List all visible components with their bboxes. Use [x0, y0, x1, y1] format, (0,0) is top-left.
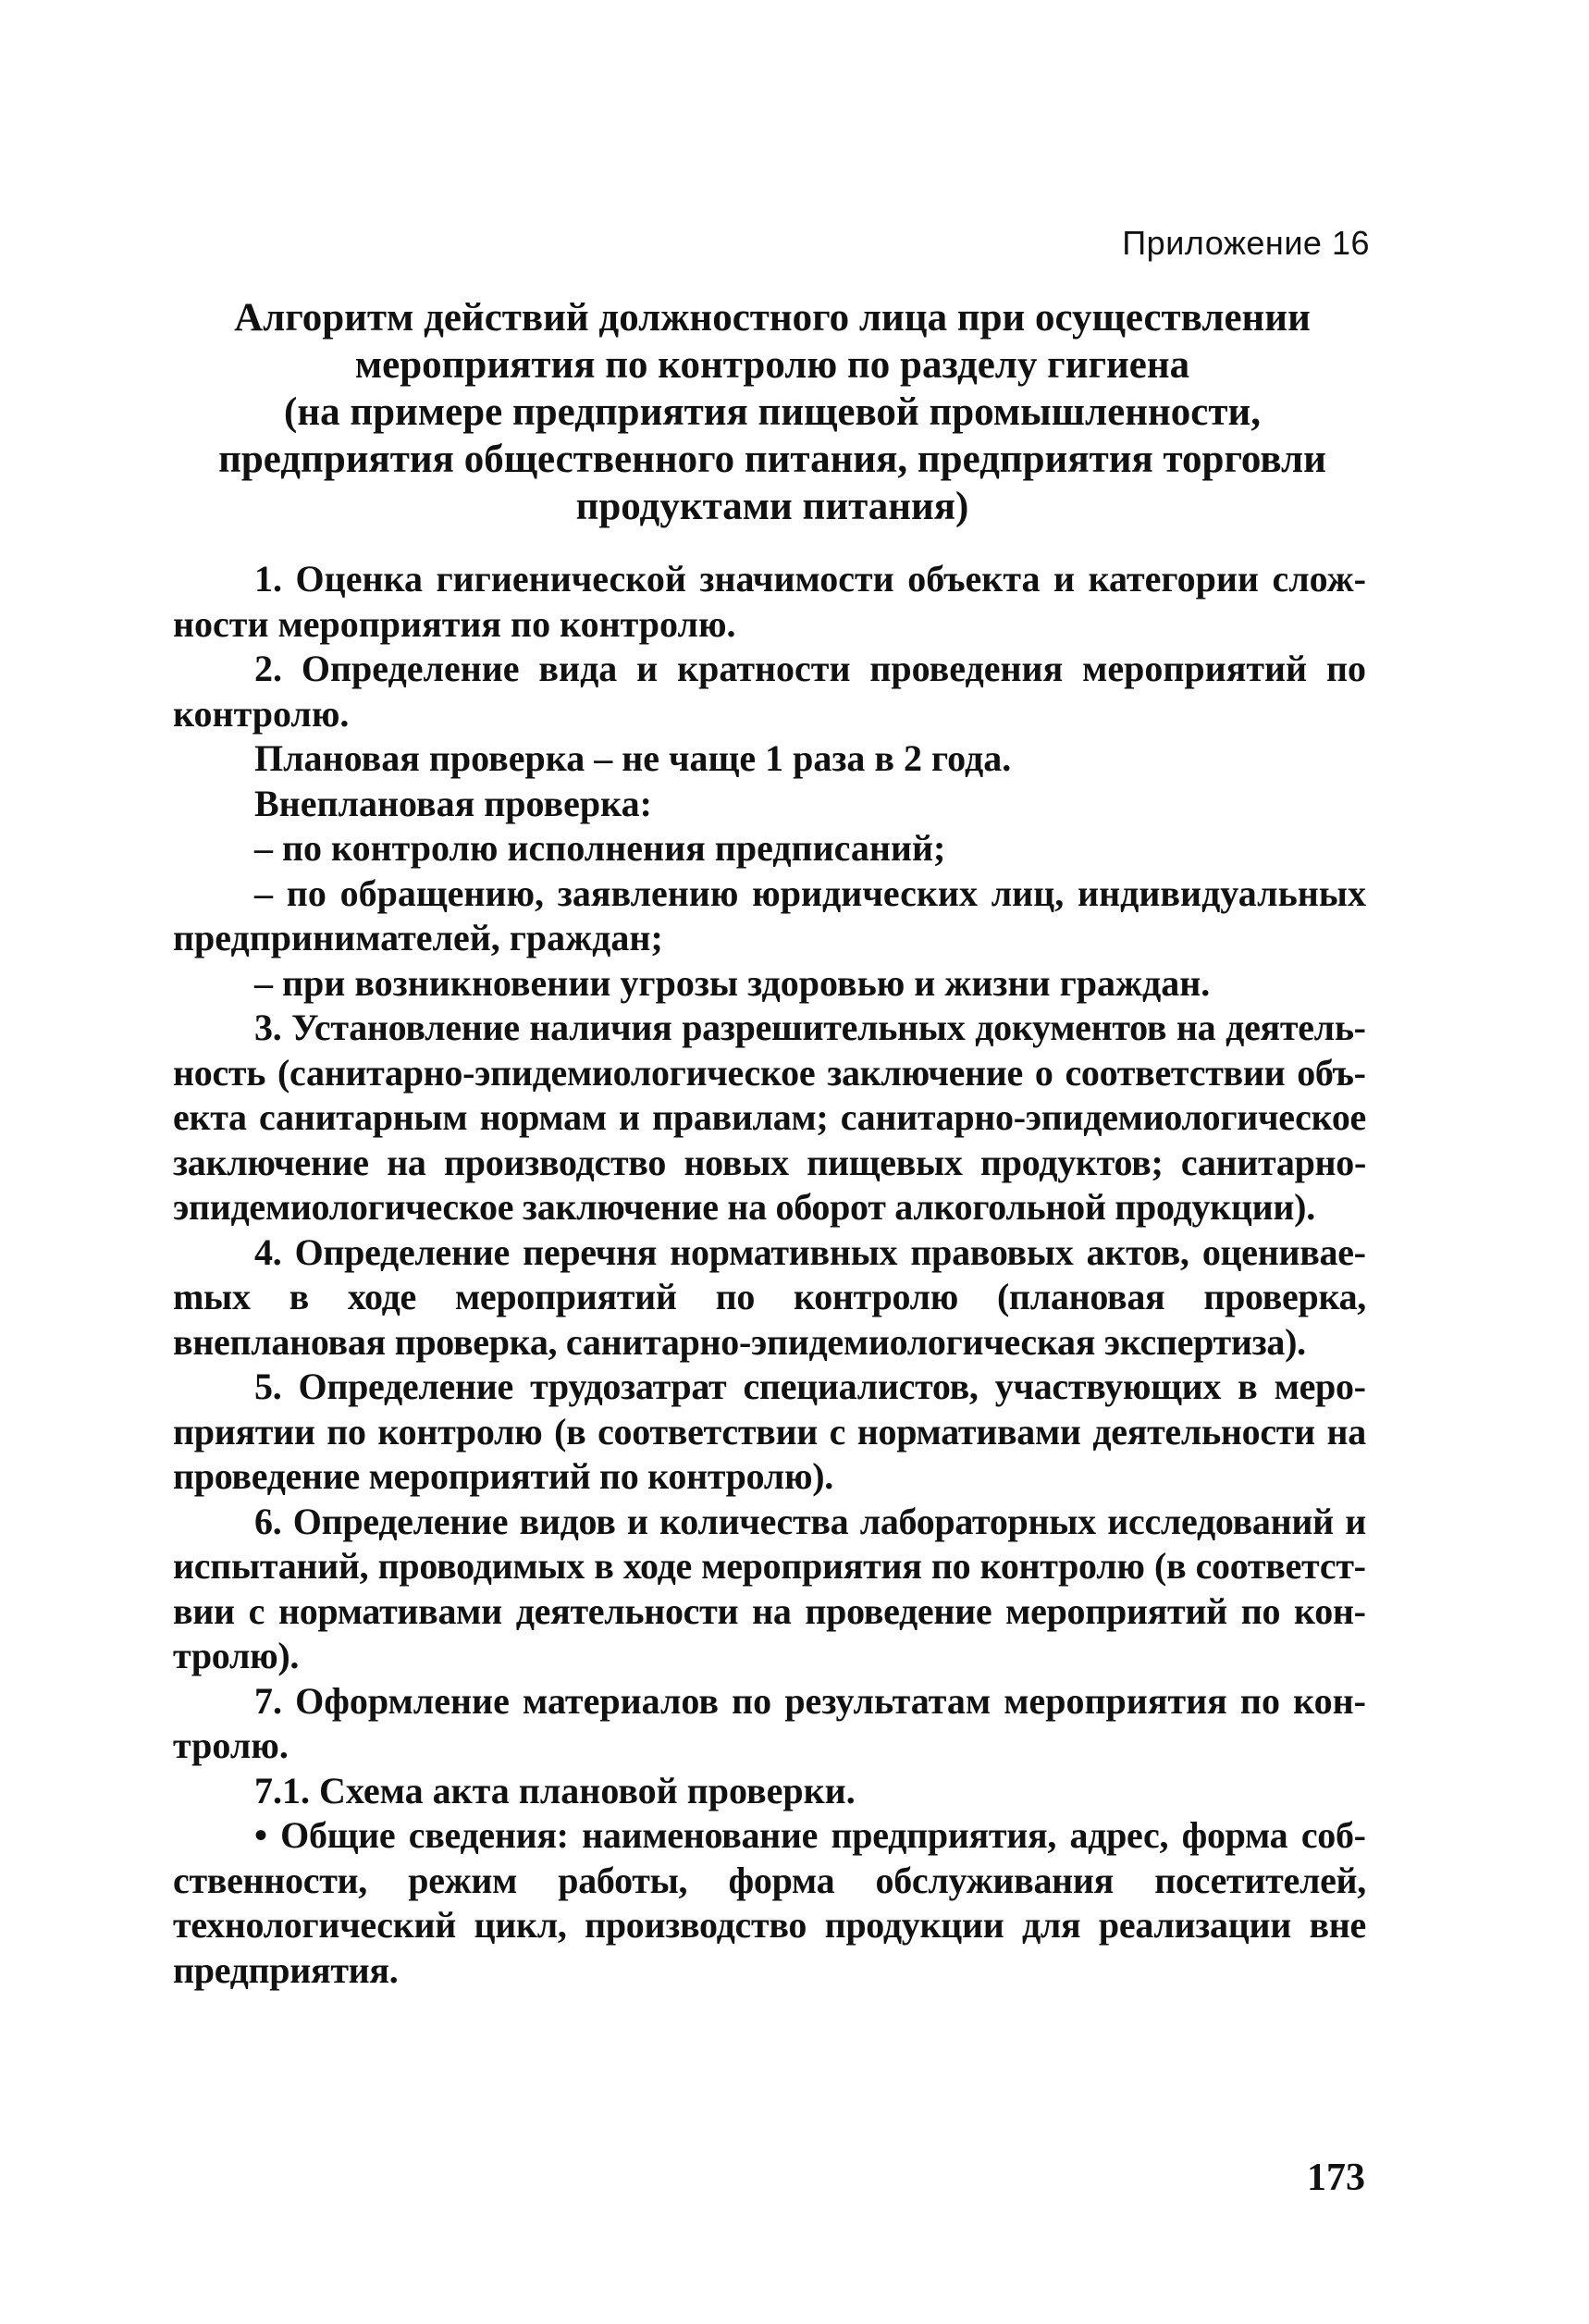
paragraph-item-3: 3. Установление наличия разрешительных документов на деятельность (санитарно-эпидемиологическое заключение о соответствии объекта санитарным нормам и правилам; санитарно-эпидемиологическое заключение на производство новых пищевых продуктов; санитарно-эпидемиологическое заключение на оборот алкогольной продукции).: [173, 1007, 1366, 1228]
title-line: предприятия общественного питания, предприятия торговли: [218, 438, 1326, 481]
paragraph-item-7: 7. Оформление материалов по результатам мероприятия по контролю.: [173, 1679, 1366, 1766]
title-line: (на примере предприятия пищевой промышленности,: [284, 390, 1261, 434]
appendix-label: Приложение 16: [1122, 224, 1370, 262]
paragraph-planned-inspection: Плановая проверка – не чаще 1 раза в 2 года.: [254, 737, 1012, 779]
paragraph-unplanned-inspection: Внеплановая проверка:: [254, 782, 652, 824]
document-title: [176, 294, 1369, 530]
paragraph-item-1: 1. Оценка гигиенической значимости объекта и категории сложности мероприятия по контролю.: [173, 558, 1366, 645]
paragraph-item-4: 4. Определение перечня нормативных правовых актов, оцениваеmых в ходе мероприятий по контролю (плановая проверка, внеплановая проверка, санитарно-эпидемиологическая экспертиза).: [173, 1230, 1366, 1363]
title-line: продуктами питания): [575, 485, 969, 528]
document-body: [173, 557, 1366, 1993]
list-item: – при возникновении угрозы здоровью и жизни граждан.: [254, 961, 1211, 1004]
list-item: – по контролю исполнения предписаний;: [254, 827, 946, 869]
list-item: – по обращению, заявлению юридических лиц, индивидуальных предпринимателей, граждан;: [173, 872, 1366, 958]
paragraph-item-5: 5. Определение трудозатрат специалистов, участвующих в мероприятии по контролю (в соответствии с нормативами деятельности на проведение мероприятий по контролю).: [173, 1366, 1366, 1497]
title-line: Алгоритм действий должностного лица при осуществлении: [234, 296, 1311, 340]
paragraph-item-2: 2. Определение вида и кратности проведения мероприятий по контролю.: [173, 648, 1366, 735]
paragraph-item-6: 6. Определение видов и количества лабораторных исследований и испытаний, проводимых в ходе мероприятия по контролю (в соответствии с нормативами деятельности на проведение мероприятий по контролю).: [173, 1500, 1366, 1676]
title-line: мероприятия по контролю по разделу гигиена: [354, 343, 1190, 387]
paragraph-item-7-1: 7.1. Схема акта плановой проверки.: [254, 1769, 856, 1811]
page-number: 173: [1307, 2157, 1365, 2199]
bullet-item-general-info: • Общие сведения: наименование предприятия, адрес, форма собственности, режим работы, форма обслуживания посетителей, технологический цикл, производство продукции для реализации вне предприятия.: [173, 1814, 1366, 1991]
